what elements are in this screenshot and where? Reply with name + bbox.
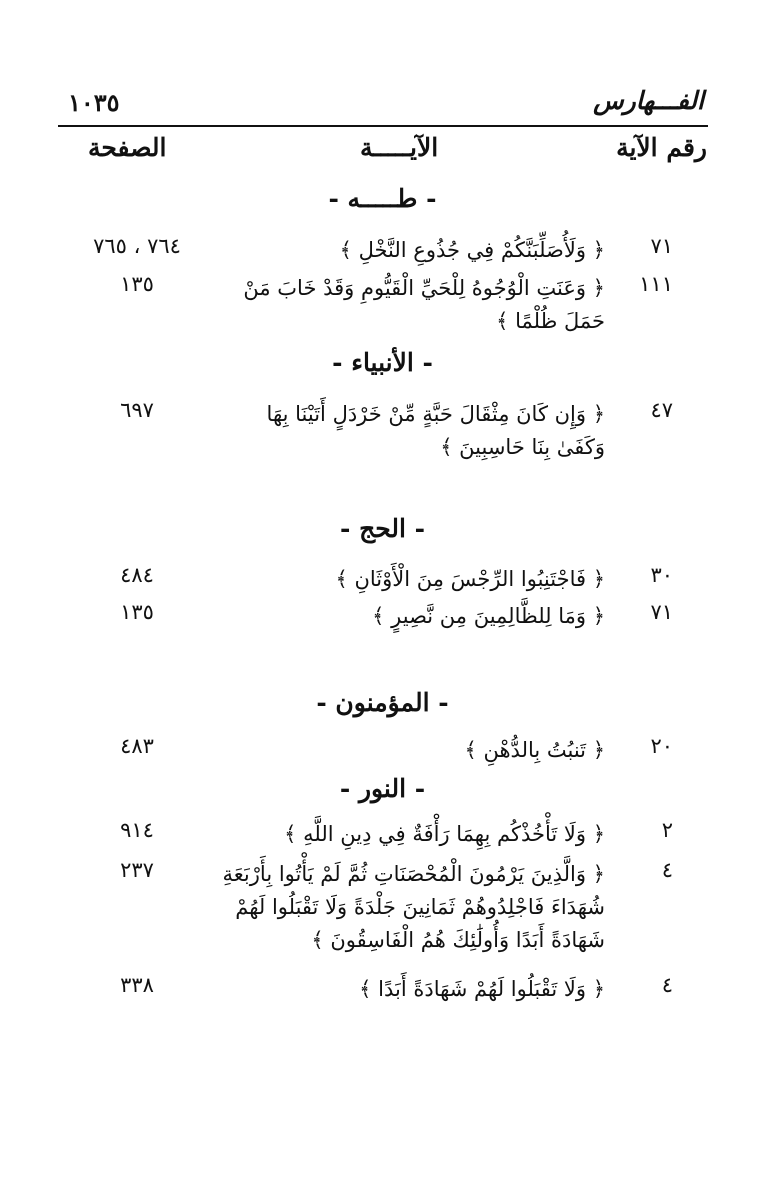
column-header-number: رقم الآية xyxy=(616,133,707,162)
section-title-hajj: - الحج - xyxy=(340,514,425,543)
ayah-text: ﴿ وَلَا تَقْبَلُوا لَهُمْ شَهَادَةً أَبَدًا ﴾ xyxy=(359,977,605,1001)
ayah-number: ٢ xyxy=(661,818,673,842)
page-reference: ٢٣٧ xyxy=(120,858,154,882)
ayah-text: ﴿ وَلَا تَأْخُذْكُم بِهِمَا رَأْفَةٌ فِي دِينِ اللَّهِ ﴾ xyxy=(284,822,605,846)
page-reference: ٦٩٧ xyxy=(120,398,154,422)
ayah-text: ﴿ فَاجْتَنِبُوا الرِّجْسَ مِنَ الْأَوْثَانِ ﴾ xyxy=(335,567,605,591)
ayah-text: ﴿ وَمَا لِلظَّالِمِينَ مِن نَّصِيرٍ ﴾ xyxy=(372,604,605,628)
ayah-text: ﴿ وَإِن كَانَ مِثْقَالَ حَبَّةٍ مِّنْ خَرْدَلٍ أَتَيْنَا بِهَا وَكَفَىٰ بِنَا حَاسِبِينَ ﴾ xyxy=(266,402,605,459)
page-reference: ١٣٥ xyxy=(120,272,154,296)
section-title-anbiya: - الأنبياء - xyxy=(332,348,433,377)
ayah-text: ﴿ وَلَأُصَلِّبَنَّكُمْ فِي جُذُوعِ النَّخْلِ ﴾ xyxy=(339,238,605,262)
ayah-number: ٤ xyxy=(661,973,673,997)
running-head xyxy=(58,84,708,120)
page-reference: ١٣٥ xyxy=(120,600,154,624)
section-title-taha: - طـــــه - xyxy=(328,184,437,213)
running-title: الفـــهارس xyxy=(593,86,704,115)
ayah-number: ٧١ xyxy=(650,234,673,258)
section-title-muminun: - المؤمنون - xyxy=(316,688,449,717)
header-rule xyxy=(58,125,708,127)
ayah-number: ٤ xyxy=(661,858,673,882)
ayah-text: ﴿ وَعَنَتِ الْوُجُوهُ لِلْحَيِّ الْقَيُّومِ وَقَدْ خَابَ مَنْ حَمَلَ ظُلْمًا ﴾ xyxy=(243,276,605,333)
ayah-text: ﴿ تَنبُتُ بِالدُّهْنِ ﴾ xyxy=(464,738,605,762)
page-reference: ٧٦٤ ، ٧٦٥ xyxy=(93,234,181,258)
ayah-number: ٢٠ xyxy=(650,734,673,758)
column-header-ayah: الآيـــــة xyxy=(360,133,439,162)
ayah-number: ٣٠ xyxy=(650,563,673,587)
page-reference: ٩١٤ xyxy=(120,818,154,842)
ayah-text: ﴿ وَالَّذِينَ يَرْمُونَ الْمُحْصَنَاتِ ثُمَّ لَمْ يَأْتُوا بِأَرْبَعَةِ شُهَدَاءَ فَاجْلِدُوهُمْ ثَمَانِينَ جَلْدَةً وَلَا تَقْبَلُوا لَهُمْ شَهَادَةً أَبَدًا وَأُولَٰئِكَ هُمُ الْفَاسِقُونَ ﴾ xyxy=(222,862,605,952)
page-number: ١٠٣٥ xyxy=(68,88,120,117)
ayah-number: ٤٧ xyxy=(650,398,673,422)
page-reference: ٤٨٣ xyxy=(120,734,154,758)
page-reference: ٤٨٤ xyxy=(120,563,154,587)
page-reference: ٣٣٨ xyxy=(120,973,154,997)
ayah-number: ١١١ xyxy=(639,272,673,296)
column-header-page: الصفحة xyxy=(88,133,167,162)
ayah-number: ٧١ xyxy=(650,600,673,624)
section-title-nur: - النور - xyxy=(339,774,426,803)
